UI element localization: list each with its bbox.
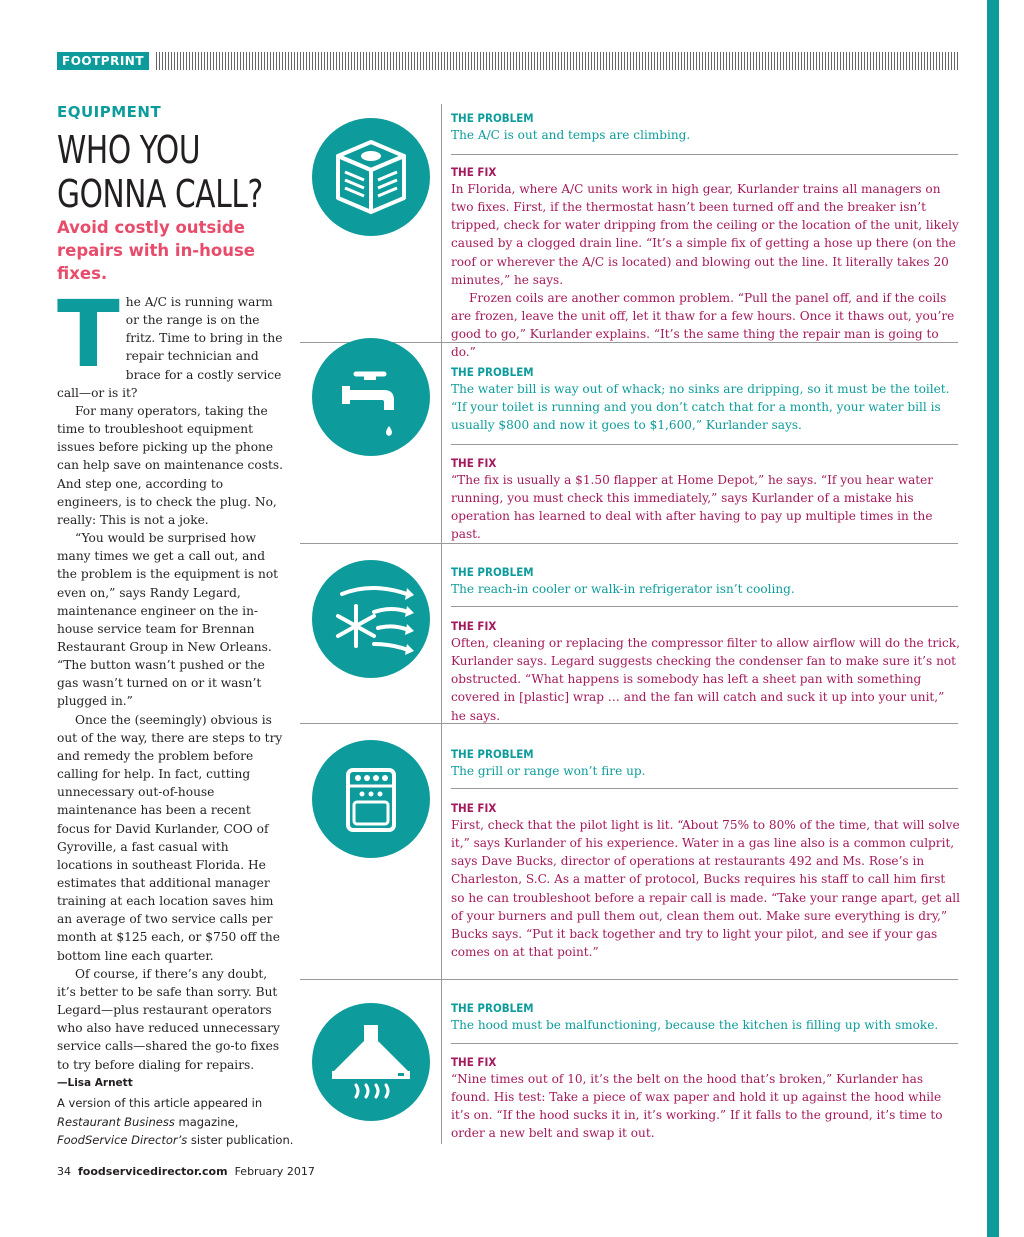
problem-heading: THE PROBLEM bbox=[451, 111, 534, 125]
section-label: EQUIPMENT bbox=[57, 103, 162, 121]
section-header bbox=[57, 52, 960, 70]
problem-block bbox=[451, 746, 961, 780]
problem-block bbox=[451, 364, 961, 434]
fix-heading: THE FIX bbox=[451, 1055, 497, 1069]
fix-block bbox=[451, 800, 961, 961]
problem-block bbox=[451, 1000, 961, 1034]
fix-block bbox=[451, 1054, 961, 1143]
body-paragraph: Of course, if there’s any doubt, it’s better to be safe than sorry. But Legard—plus restaurant operators who also have reduced unnecessary service calls—shared the go-to fixes to try before dialing for repairs. bbox=[57, 966, 280, 1072]
fix-heading: THE FIX bbox=[451, 165, 497, 179]
fix-heading: THE FIX bbox=[451, 619, 497, 633]
note-text: sister publication. bbox=[190, 1133, 294, 1147]
fix-text bbox=[451, 180, 961, 362]
article-body bbox=[57, 281, 285, 1092]
divider bbox=[451, 154, 958, 155]
divider bbox=[451, 1043, 958, 1044]
publication-name: FoodService Director’s bbox=[57, 1133, 188, 1147]
fix-text: “The fix is usually a $1.50 flapper at Home Depot,” he says. “If you hear water running, you must check this immediately,” says Kurlander of a mistake his operation has learned to deal with after having to pay up multiple times in the past. bbox=[451, 473, 934, 542]
page-edge-bar bbox=[987, 0, 999, 1237]
body-paragraph: For many operators, taking the time to troubleshoot equipment issues before picking up the phone can help save on maintenance costs. And step one, according to engineers, is to check the plug. No, really: This is not a joke. bbox=[57, 403, 284, 527]
fix-text: Often, cleaning or replacing the compressor filter to allow airflow will do the trick, Kurlander says. Legard suggests checking the condenser fan to make sure it’s not obstructed. “What happens is somebody has left a sheet pan with something covered in [plastic] wrap … and the fan will catch and suck it up into your unit,” he says. bbox=[451, 636, 960, 723]
fix-paragraph: Frozen coils are another common problem. “Pull the panel off, and if the coils are frozen, leave the unit off, let it thaw for a few hours. Once it thaws out, you’re good to go,” Kurlander explains. “It’s the same thing the repair man is going to do.” bbox=[451, 290, 955, 360]
problem-heading: THE PROBLEM bbox=[451, 565, 534, 579]
fix-text: First, check that the pilot light is lit. “About 75% to 80% of the time, that will solve it,” says Kurlander of his experience. Water in a gas line also is a common culprit, says Dave Bucks, director of operations at restaurants 492 and Ms. Rose’s in Charleston, S.C. As a matter of protocol, Bucks requires his staff to call him first so he can troubleshoot before a repair call is made. “Take your range apart, get all of your burners and pull them out, clean them out. Make sure everything is dry,” Bucks says. “Put it back together and try to light your pilot, and see if your gas comes on at that point.” bbox=[451, 818, 961, 960]
problem-heading: THE PROBLEM bbox=[451, 365, 534, 379]
problem-text: The reach-in cooler or walk-in refrigerator isn’t cooling. bbox=[451, 582, 795, 596]
dek: Avoid costly outside repairs with in-house fixes. bbox=[57, 218, 255, 283]
problem-heading: THE PROBLEM bbox=[451, 747, 534, 761]
divider bbox=[451, 444, 958, 445]
problem-text: The A/C is out and temps are climbing. bbox=[451, 128, 691, 142]
issue-date: February 2017 bbox=[234, 1165, 315, 1178]
page-number: 34 bbox=[57, 1165, 71, 1178]
publication-name: Restaurant Business bbox=[57, 1114, 175, 1129]
note-text: magazine, bbox=[178, 1114, 239, 1129]
fix-heading: THE FIX bbox=[451, 801, 497, 815]
section-tag: FOOTPRINT bbox=[57, 52, 149, 70]
byline: —Lisa Arnett bbox=[57, 1076, 133, 1089]
republish-note bbox=[57, 1094, 297, 1150]
divider bbox=[451, 788, 958, 789]
divider bbox=[451, 606, 958, 607]
divider bbox=[300, 979, 958, 980]
headline-line-1: WHO YOU bbox=[57, 128, 201, 172]
fix-paragraph: In Florida, where A/C units work in high gear, Kurlander trains all managers on two fixes. First, if the thermostat hasn’t been turned off and the breaker isn’t tripped, check for water dripping from the ceiling or the location of the unit, likely caused by a clogged drain line. “It’s a simple fix of getting a hose up there (on the roof or wherever the A/C is located) and blowing out the line. It literally takes 20 minutes,” he says. bbox=[451, 182, 959, 287]
intro-text: he A/C is running warm or the range is on the fritz. Time to bring in the repair technician and brace for a costly service call—or is it? bbox=[57, 295, 283, 400]
range-oven-icon bbox=[312, 740, 430, 858]
headline bbox=[57, 128, 263, 216]
exhaust-hood-icon bbox=[312, 1003, 430, 1121]
site-url: foodservicedirector.com bbox=[78, 1165, 228, 1178]
ac-unit-icon bbox=[312, 118, 430, 236]
problem-text: The hood must be malfunctioning, because the kitchen is filling up with smoke. bbox=[451, 1018, 939, 1032]
snowflake-airflow-icon bbox=[312, 560, 430, 678]
problem-block bbox=[451, 564, 961, 598]
note-text: A version of this article appeared in bbox=[57, 1096, 263, 1110]
faucet-icon bbox=[312, 338, 430, 456]
fix-block bbox=[451, 164, 961, 362]
page-footer bbox=[57, 1165, 315, 1178]
headline-line-2: GONNA CALL? bbox=[57, 172, 263, 216]
drop-cap: T bbox=[57, 281, 120, 388]
body-paragraph: Once the (seemingly) obvious is out of the way, there are steps to try and remedy the problem before calling for help. In fact, cutting unnecessary out-of-house maintenance has been a recent focus for David Kurlander, COO of Gyroville, a fast casual with locations in southeast Florida. He estimates that additional manager training at each location saves him an average of two service calls per month at $125 each, or $750 off the bottom line each quarter. bbox=[57, 712, 283, 963]
fix-text: “Nine times out of 10, it’s the belt on the hood that’s broken,” Kurlander has found. His test: Take a piece of wax paper and hold it up against the hood while it’s on. “If the hood sucks it in, it’s working.” If it falls to the ground, it’s time to order a new belt and swap it out. bbox=[451, 1072, 943, 1141]
body-paragraph: “You would be surprised how many times we get a call out, and the problem is the equipment is not even on,” says Randy Legard, maintenance engineer on the in-house service team for Brennan Restaurant Group in New Orleans. “The button wasn’t pushed or the gas wasn’t turned on or it wasn’t plugged in.” bbox=[57, 531, 279, 709]
problem-text: The grill or range won’t fire up. bbox=[451, 764, 646, 778]
problem-block bbox=[451, 110, 961, 144]
problem-text: The water bill is way out of whack; no sinks are dripping, so it must be the toilet. “If your toilet is running and you don’t catch that for a month, your water bill is usually $800 and now it goes to $1,600,” Kurlander says. bbox=[451, 382, 950, 433]
column-divider bbox=[441, 104, 442, 1144]
fix-block bbox=[451, 618, 961, 725]
problem-heading: THE PROBLEM bbox=[451, 1001, 534, 1015]
fix-heading: THE FIX bbox=[451, 456, 497, 470]
header-pattern bbox=[156, 52, 960, 70]
fix-block bbox=[451, 455, 961, 544]
intro-paragraph bbox=[57, 281, 285, 402]
